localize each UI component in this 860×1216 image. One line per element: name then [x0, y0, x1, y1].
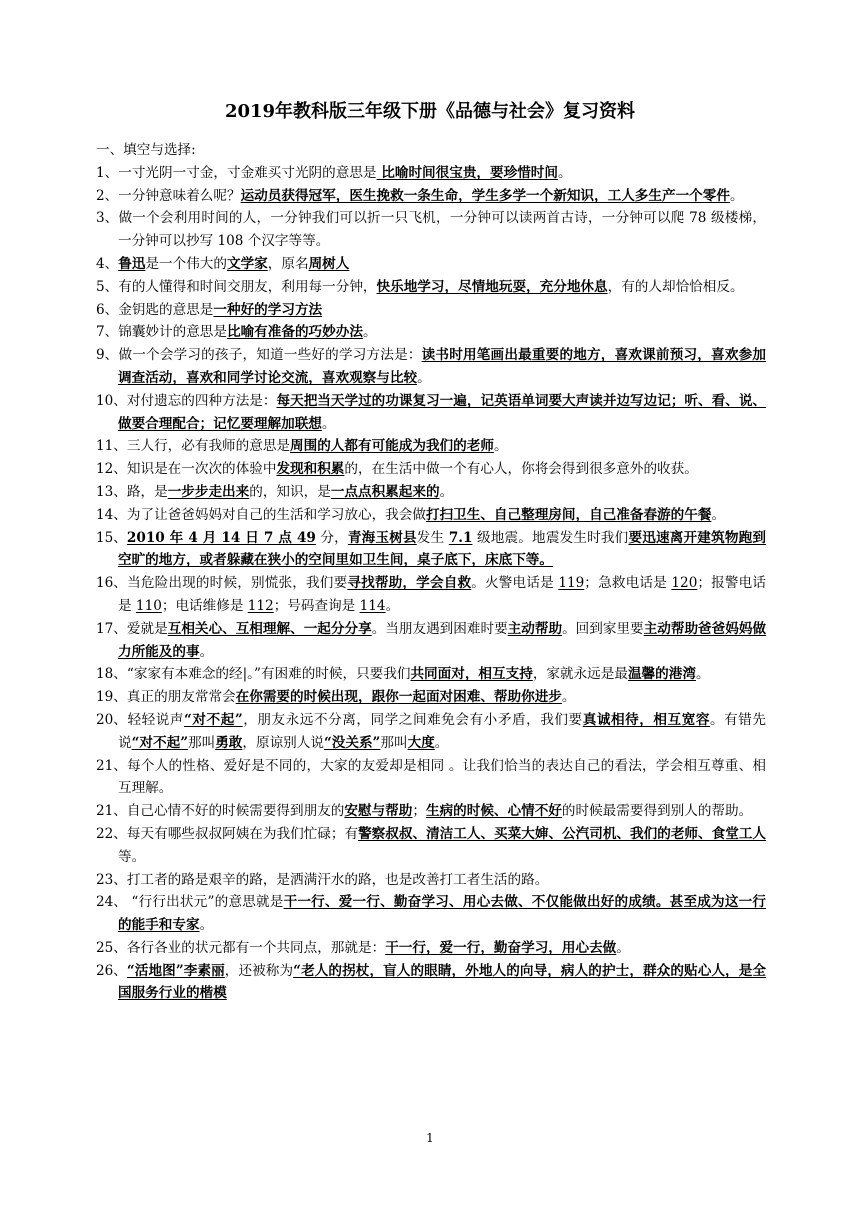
- list-item: [96, 321, 766, 344]
- answer-text: 温馨的港湾: [627, 666, 696, 683]
- item-text: 爱就是: [126, 620, 168, 637]
- item-number: 21、: [96, 803, 127, 820]
- answer-text: 主动帮助爸爸妈妈做力所能及的事: [118, 620, 767, 660]
- answer-text: 大度: [407, 734, 435, 751]
- page-number: 1: [426, 1131, 434, 1145]
- item-number: 2、: [96, 187, 119, 204]
- item-number: 14、: [96, 506, 127, 523]
- item-text: ，还被称为: [224, 962, 294, 979]
- answer-text: 互相关心、互相理解、一起分分享: [167, 620, 372, 637]
- item-text: 为了让爸爸妈妈对自己的生活和学习放心，我会做: [126, 506, 426, 523]
- list-item: [96, 458, 766, 481]
- list-item: [96, 800, 766, 823]
- item-text: 锦囊妙计的意思是: [118, 324, 227, 341]
- answer-text: “活地图”李素丽: [126, 962, 225, 979]
- item-text: 等。: [118, 848, 146, 865]
- item-text: 对付遗忘的四种方法是：: [126, 392, 277, 409]
- answer-text: 文学家: [227, 255, 268, 272]
- item-text: 打工者的路是艰辛的路，是洒满汗水的路，也是改善打工者生活的路。: [126, 871, 549, 888]
- item-text: 。: [439, 483, 454, 500]
- list-item: [96, 937, 766, 960]
- answer-text: 110: [135, 597, 162, 614]
- list-item: [96, 344, 766, 390]
- item-text: 。火警电话是: [471, 575, 559, 592]
- item-text: ，朋友永远不分离，同学之间难免会有小矛盾，我们要: [242, 711, 583, 728]
- item-text: 。: [557, 164, 572, 181]
- item-text: 做一个会学习的孩子，知道一些好的学习方法是：: [118, 347, 422, 364]
- answer-text: “对不起”: [184, 711, 243, 728]
- question-list: [96, 139, 766, 1005]
- answer-text: 周围的人都有可能成为我们的老师: [290, 438, 494, 455]
- item-text: 自己心情不好的时候需要得到朋友的: [126, 803, 345, 820]
- list-item: [96, 299, 766, 322]
- list-item: [96, 207, 766, 253]
- item-text: 是一个伟大的: [145, 255, 227, 272]
- item-number: 22、: [96, 825, 127, 842]
- item-text: 各行各业的状元都有一个共同点，那就是：: [126, 939, 386, 956]
- item-number: 10、: [96, 392, 127, 409]
- item-text: 每个人的性格、爱好是不同的，大家的友爱却是相同 。让我们恰当的表达自己的看法，学会相互尊重、相互理解。: [118, 757, 766, 797]
- item-number: 24、: [96, 894, 127, 911]
- list-item: [96, 823, 766, 869]
- item-text: 那叫: [188, 734, 216, 751]
- answer-text: 比喻有准备的巧妙办法: [227, 324, 363, 341]
- answer-text: 一种好的学习方法: [213, 301, 323, 318]
- list-item: [96, 891, 766, 937]
- list-item: [96, 960, 766, 1006]
- answer-text: 青海玉树县: [347, 529, 417, 546]
- answer-text: 生病的时候、心情不好: [425, 803, 562, 820]
- answer-text: 快乐地学习，尽情地玩耍，充分地休息: [376, 278, 608, 295]
- answer-text: 要迅速离开建筑物跑到空旷的地方，或者躲藏在狭小的空间里如卫生间，桌子底下，床底下等。: [118, 529, 766, 569]
- item-number: 25、: [96, 939, 127, 956]
- item-number: 13、: [96, 483, 127, 500]
- item-text: 做一个会利用时间的人，一分钟我们可以折一只飞机，一分钟可以读两首古诗，一分钟可以爬 78 级楼梯，一分钟可以抄写 108 个汉字等等。: [118, 210, 766, 250]
- item-text: ，原名: [267, 255, 309, 272]
- list-item: [96, 435, 766, 458]
- list-item: [96, 663, 766, 686]
- item-number: 26、: [96, 962, 127, 979]
- item-number: 17、: [96, 620, 127, 637]
- item-text: 。: [199, 643, 214, 660]
- item-number: 4、: [96, 255, 119, 272]
- item-text: ；号码查询是: [273, 597, 360, 614]
- list-item: [96, 755, 766, 801]
- answer-text: 读书时用笔画出最重要的地方，喜欢课前预习，喜欢参加调查活动，喜欢和同学讨论交流，喜欢观察与比较: [118, 347, 766, 386]
- item-text: 。: [561, 689, 576, 706]
- answer-text: 比喻时间很宝贵，要珍惜时间: [376, 164, 558, 181]
- answer-text: 运动员获得冠军，医生挽救一条生命，学生多学一个新知识，工人多生产一个零件: [240, 187, 730, 204]
- item-text: 有的人懂得和时间交朋友，利用每一分钟，: [118, 278, 377, 295]
- answer-text: 寻找帮助，学会自救: [347, 575, 472, 592]
- answer-text: 每天把当天学过的功课复习一遍，记英语单词要大声读并边写边记；听、看、说、做要合理配合；记忆要理解加联想: [118, 392, 767, 432]
- item-number: 19、: [96, 689, 127, 706]
- answer-text: 真诚相待，相互宽容: [582, 711, 710, 728]
- item-number: 1、: [96, 164, 119, 181]
- item-text: 那叫: [380, 734, 408, 751]
- item-text: 的时候最需要得到别人的帮助。: [561, 803, 753, 820]
- answer-text: 一点点积累起来的: [330, 483, 440, 500]
- answer-text: “对不起”: [131, 734, 189, 751]
- item-number: 18、: [96, 666, 127, 683]
- item-text: 。: [321, 415, 336, 432]
- item-text: 路，是: [126, 483, 168, 500]
- item-text: 一寸光阴一寸金，寸金难买寸光阴的意思是: [118, 164, 377, 181]
- answer-text: 周树人: [308, 255, 350, 272]
- item-text: ；报警电话是: [118, 575, 767, 614]
- item-text: 发生: [416, 529, 449, 546]
- item-text: 一分钟意味着么呢？: [118, 187, 241, 204]
- item-text: 。有错先说: [118, 711, 767, 751]
- list-item: [96, 527, 766, 573]
- item-text: 轻轻说声: [126, 711, 185, 728]
- item-number: 9、: [96, 347, 119, 364]
- item-text: 。: [385, 597, 400, 614]
- answer-text: 在你需要的时候出现，跟你一起面对困难、帮助你进步: [235, 689, 562, 706]
- item-text: 。: [711, 506, 726, 523]
- answer-text: 发现和积累: [276, 461, 345, 478]
- list-item: [96, 162, 766, 185]
- answer-text: “老人的拐杖，盲人的眼睛，外地人的向导，病人的护士，群众的贴心人，是全国服务行业的楷模: [118, 962, 767, 1002]
- item-number: 11、: [96, 438, 127, 455]
- list-item: [96, 390, 766, 436]
- item-number: 21、: [96, 757, 127, 774]
- item-text: ，有的人却恰恰相反。: [607, 278, 744, 295]
- answer-text: 112: [247, 597, 274, 614]
- item-text: ，原谅别人说: [242, 734, 324, 751]
- answer-text: 警察叔叔、清洁工人、买菜大婶、公汽司机、我们的老师、食堂工人: [358, 825, 767, 842]
- list-item: [96, 276, 766, 299]
- item-text: 分，: [315, 529, 348, 546]
- list-item: [96, 504, 766, 527]
- answer-text: 打扫卫生、自己整理房间，自己准备春游的午餐: [425, 506, 712, 523]
- item-text: 级地震。地震发生时我们: [472, 529, 629, 546]
- item-text: “行行出状元”的意思就是: [126, 894, 284, 911]
- item-text: 当危险出现的时候，别慌张，我们要: [126, 575, 348, 592]
- list-item: [96, 709, 766, 755]
- list-item: [96, 686, 766, 709]
- item-text: 。: [417, 369, 431, 386]
- item-text: 三人行，必有我师的意思是: [126, 438, 291, 455]
- item-text: 知识是在一次次的体验中: [126, 461, 277, 478]
- item-text: “家家有本难念的经|。”有困难的时候，只要我们: [126, 666, 411, 683]
- answer-text: 干一行、爱一行、勤奋学习、用心去做、不仅能做出好的成绩。甚至成为这一行的能手和专家: [118, 894, 766, 934]
- list-item: [96, 253, 766, 276]
- item-text: 。回到家里要: [562, 620, 644, 637]
- answer-text: 共同面对，相互支持: [410, 666, 533, 683]
- answer-text: 119: [558, 575, 585, 592]
- answer-text: 2010 年 4 月 14 日 7 点 49: [126, 529, 316, 546]
- item-number: 6、: [96, 301, 119, 318]
- list-item: [96, 869, 766, 892]
- answer-text: 主动帮助: [507, 620, 563, 637]
- item-text: 每天有哪些叔叔阿姨在为我们忙碌；有: [126, 825, 359, 842]
- list-item: [96, 481, 766, 504]
- list-item: [96, 618, 766, 664]
- item-number: 5、: [96, 278, 119, 295]
- answer-text: 安慰与帮助: [344, 803, 413, 820]
- item-number: 3、: [96, 210, 119, 227]
- item-text: 。: [729, 187, 744, 204]
- item-text: 的，知识，是: [249, 483, 331, 500]
- section-heading: 一、填空与选择:: [96, 142, 196, 158]
- item-text: ；: [412, 803, 426, 820]
- item-text: 的，在生活中做一个有心人，你将会得到很多意外的收获。: [344, 461, 698, 478]
- item-text: ，家就永远是最: [532, 666, 628, 683]
- item-text: ；急救电话是: [584, 575, 672, 592]
- item-text: 真正的朋友常常会: [126, 689, 236, 706]
- answer-text: 一步步走出来: [167, 483, 250, 500]
- item-text: 。: [434, 734, 449, 751]
- item-text: ；电话维修是: [161, 597, 248, 614]
- item-text: 。: [362, 324, 377, 341]
- answer-text: 干一行，爱一行，勤奋学习，用心去做: [385, 939, 617, 956]
- answer-text: 120: [671, 575, 698, 592]
- answer-text: 鲁迅: [118, 255, 146, 272]
- item-number: 12、: [96, 461, 127, 478]
- list-item: [96, 185, 766, 208]
- item-text: 。: [695, 666, 710, 683]
- item-number: 20、: [96, 711, 127, 728]
- item-text: 。当朋友遇到困难时要: [371, 620, 508, 637]
- item-text: 金钥匙的意思是: [118, 301, 214, 318]
- answer-text: 勇敢: [215, 734, 243, 751]
- answer-text: 7.1: [448, 529, 473, 546]
- item-text: 。: [616, 939, 630, 956]
- document-title: 2019年教科版三年级下册《品德与社会》复习资料: [224, 101, 636, 122]
- answer-text: 114: [359, 597, 386, 614]
- item-text: 。: [199, 917, 214, 934]
- answer-text: “没关系”: [323, 734, 381, 751]
- item-number: 7、: [96, 324, 119, 341]
- item-number: 15、: [96, 529, 127, 546]
- item-text: 。: [493, 438, 508, 455]
- item-number: 23、: [96, 871, 127, 888]
- item-number: 16、: [96, 575, 127, 592]
- list-item: [96, 572, 766, 618]
